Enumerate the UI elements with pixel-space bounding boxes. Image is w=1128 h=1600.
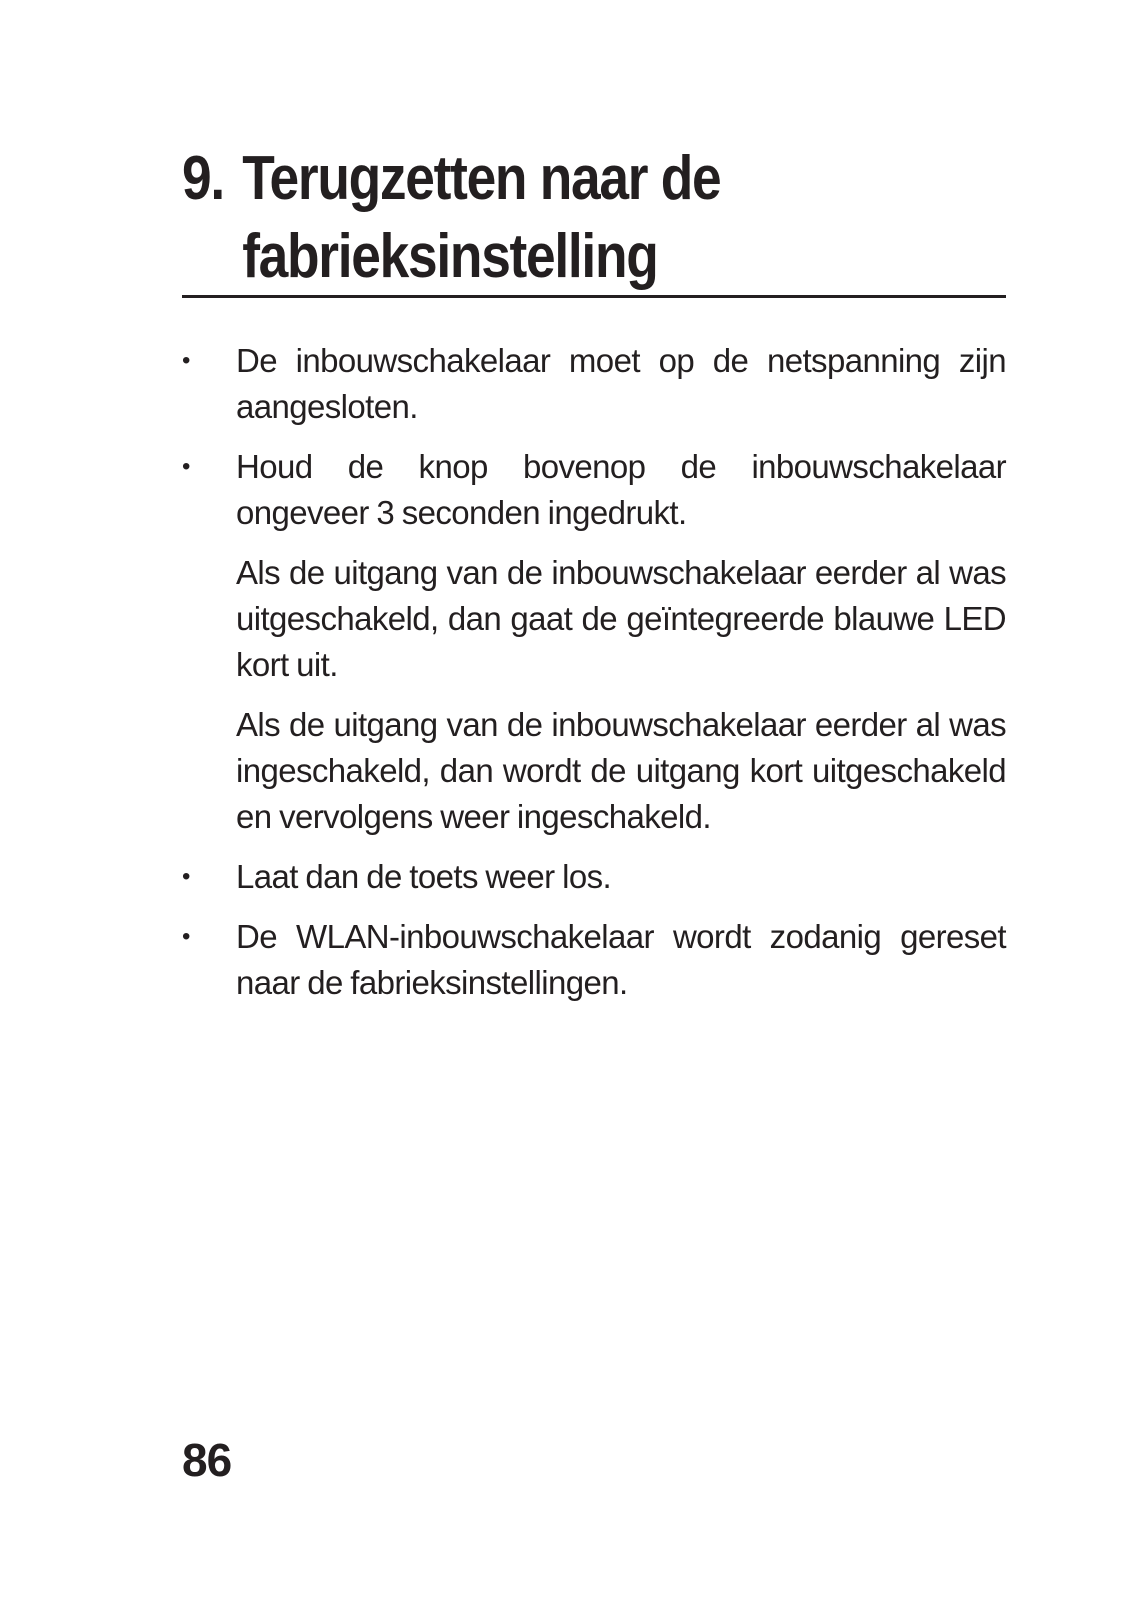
heading-divider [182,295,1006,298]
list-item-text: Als de uitgang van de inbouwschakelaar eerder al was ingeschakeld, dan wordt de uitgang kort uitgeschakeld en vervolgens weer ingeschakeld. [236,706,1006,835]
section-number: 9. [182,144,224,213]
list-item [182,444,1006,536]
list-item [182,338,1006,430]
list-item-text: Laat dan de toets weer los. [236,858,612,895]
list-item-continuation [182,702,1006,840]
page-number: 86 [182,1434,232,1486]
bullet-marker: • [182,863,191,890]
list-item-text: Als de uitgang van de inbouwschakelaar eerder al was uitgeschakeld, dan gaat de geïntegreerde blauwe LED kort uit. [236,554,1006,683]
instructions-list [182,338,1006,1020]
section-title-line-2: fabrieksinstelling [242,222,658,291]
list-item-text: Houd de knop bovenop de inbouwschakelaar ongeveer 3 seconden ingedrukt. [236,448,1006,531]
list-item-text: De inbouwschakelaar moet op de netspanning zijn aangesloten. [236,342,1006,425]
list-item-text: De WLAN-inbouwschakelaar wordt zodanig gereset naar de fabrieksinstellingen. [236,918,1006,1001]
list-item [182,914,1006,1006]
list-item [182,854,1006,900]
bullet-marker: • [182,923,191,950]
list-item-continuation [182,550,1006,688]
bullet-marker: • [182,347,191,374]
section-heading [182,140,887,296]
section-title-line-1: Terugzetten naar de [242,144,721,213]
section-title [242,140,887,296]
bullet-marker: • [182,453,191,480]
